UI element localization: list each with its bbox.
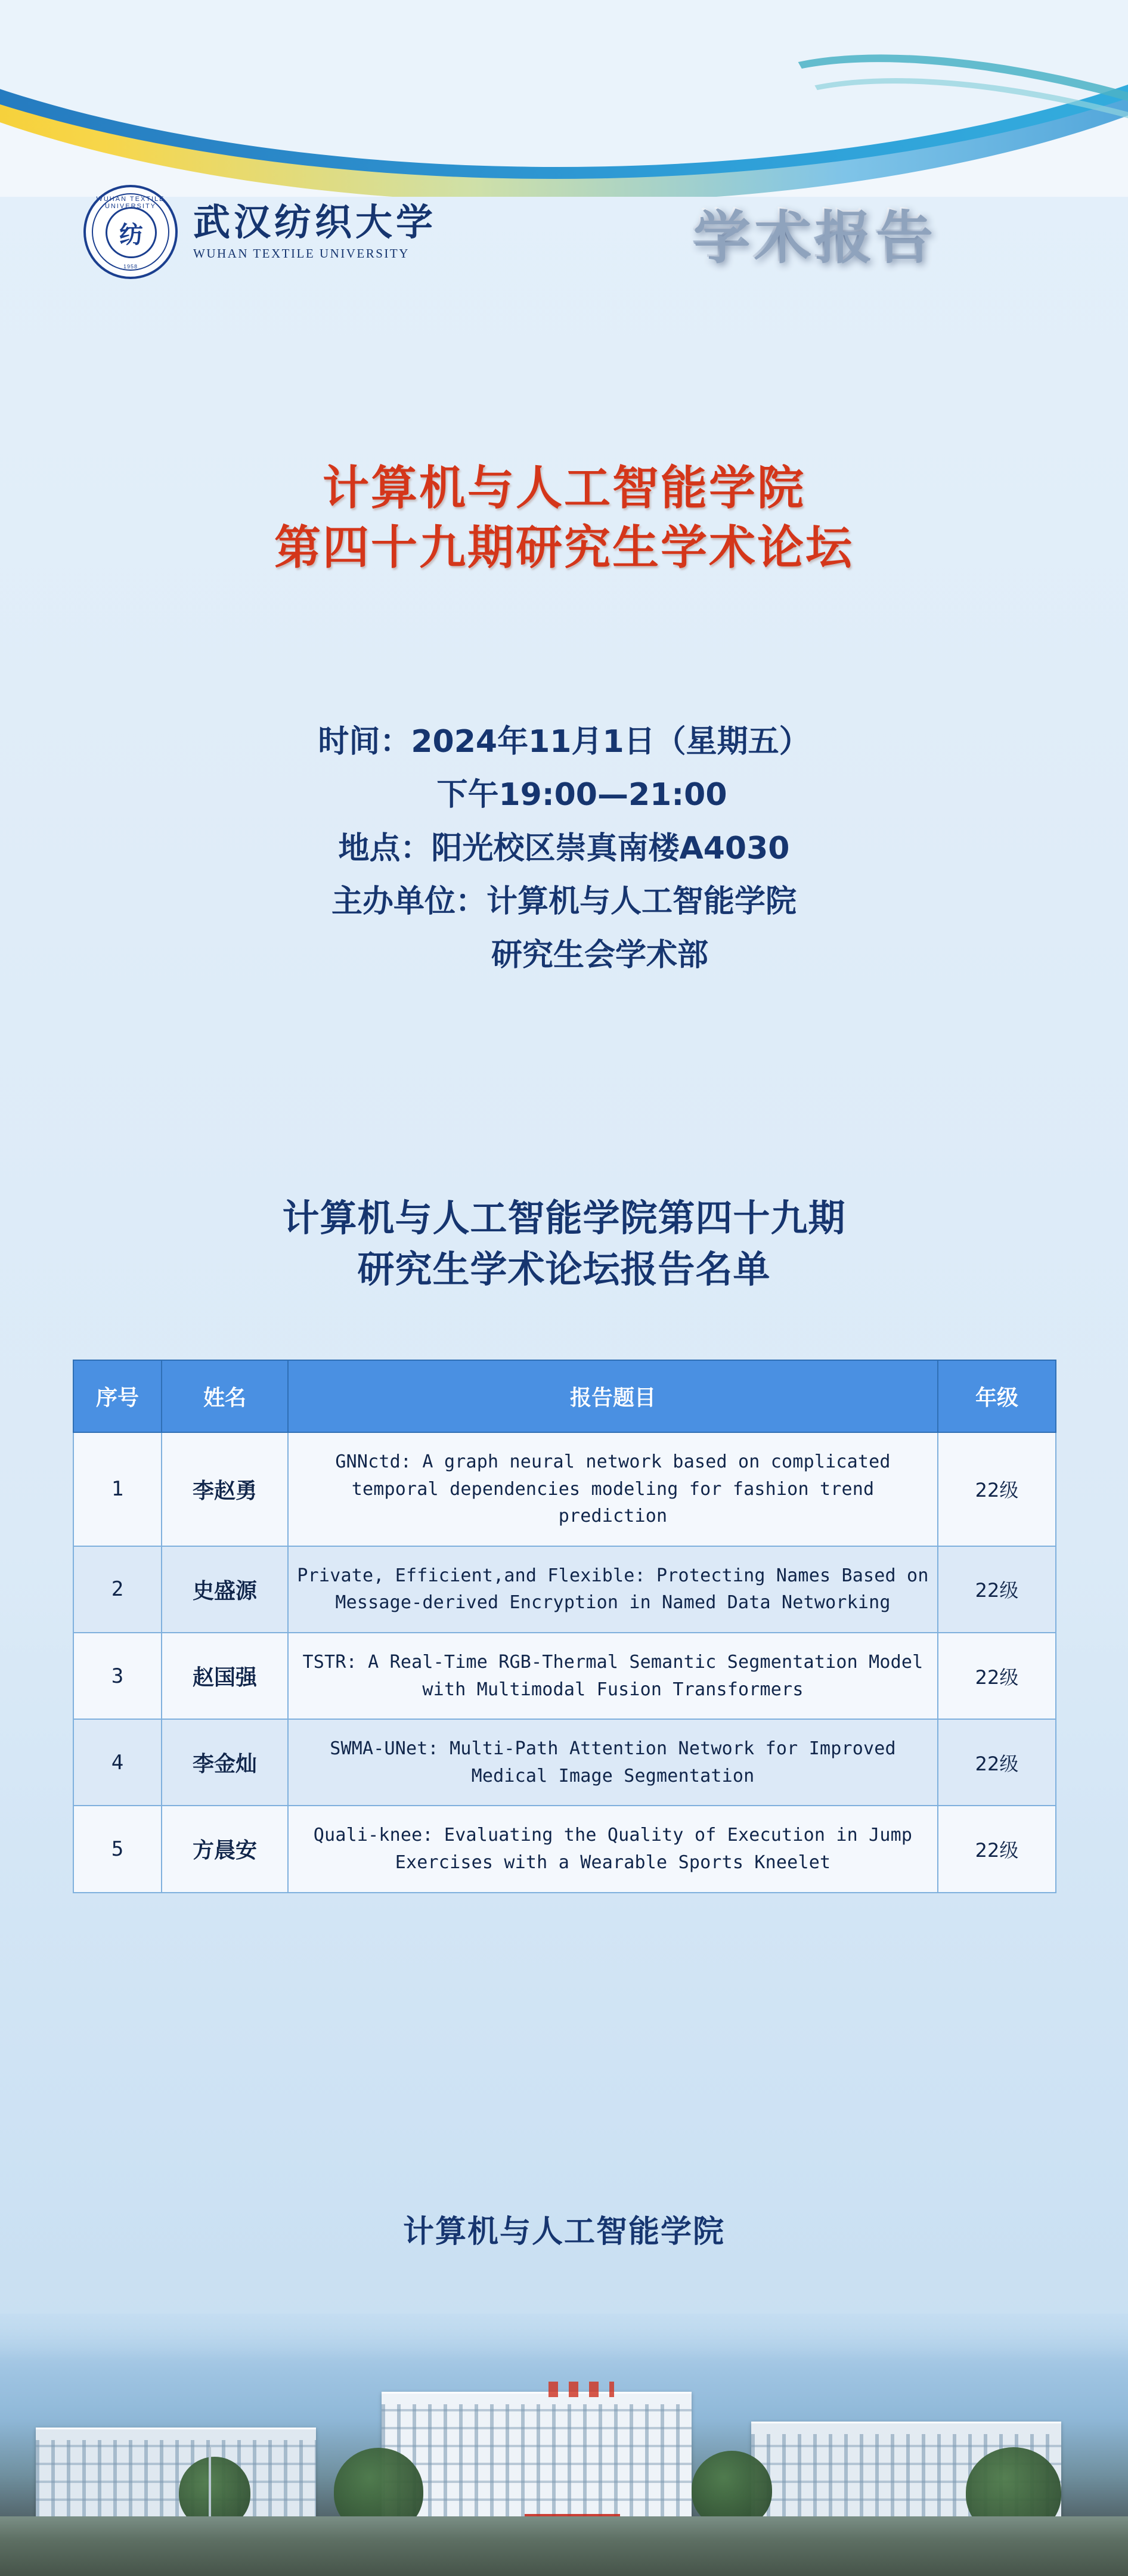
building-windows [36,2440,316,2519]
event-location: 地点：阳光校区崇真南楼A4030 [338,830,790,866]
event-info-block [0,716,1128,982]
flagpole [209,2447,211,2519]
column-header-index: 序号 [73,1360,162,1432]
table-row [73,1806,1056,1892]
table-row [73,1719,1056,1806]
cell-index: 2 [73,1546,162,1633]
event-time: 时间：2024年11月1日（星期五） [318,724,810,760]
building-windows [382,2404,692,2519]
page-title-line1: 计算机与人工智能学院 [322,462,805,515]
building-center [382,2392,692,2519]
university-seal-icon [83,185,178,279]
seal-bottom-text: 1958 [123,264,138,270]
event-organizer: 主办单位：计算机与人工智能学院 [331,884,797,920]
cell-name: 赵国强 [162,1633,288,1719]
cell-title: TSTR: A Real-Time RGB-Thermal Semantic Segmentation Model with Multimodal Fusion Transformers [288,1633,938,1719]
column-header-title: 报告题目 [288,1360,938,1432]
cell-grade: 22级 [938,1546,1056,1633]
cell-index: 4 [73,1719,162,1806]
table-row [73,1546,1056,1633]
cell-name: 史盛源 [162,1546,288,1633]
report-table [73,1360,1056,1893]
cell-title: GNNctd: A graph neural network based on complicated temporal dependencies modeling for fashion trend prediction [288,1432,938,1546]
report-list-heading [0,1193,1128,1295]
cell-grade: 22级 [938,1719,1056,1806]
campus-photo [0,2314,1128,2576]
cell-name: 方晨安 [162,1806,288,1892]
seal-top-text: WUHAN TEXTILE UNIVERSITY [96,196,165,210]
university-logo-group [83,185,436,279]
column-header-grade: 年级 [938,1360,1056,1432]
university-name-group [193,200,437,261]
cell-title: Quali-knee: Evaluating the Quality of Execution in Jump Exercises with a Wearable Sports Kneelet [288,1806,938,1892]
table-row [73,1432,1056,1546]
cell-name: 李金灿 [162,1719,288,1806]
cell-name: 李赵勇 [162,1432,288,1546]
footer-organization: 计算机与人工智能学院 [402,2214,725,2250]
cell-title: Private, Efficient,and Flexible: Protecting Names Based on Message-derived Encryption in Named Data Networking [288,1546,938,1633]
event-time-range: 下午19:00—21:00 [436,777,727,813]
report-list-heading-line2: 研究生学术论坛报告名单 [357,1247,771,1291]
building-left [36,2428,316,2519]
cell-grade: 22级 [938,1806,1056,1892]
report-table-container [73,1360,1055,1893]
cell-grade: 22级 [938,1432,1056,1546]
cell-index: 1 [73,1432,162,1546]
report-list-heading-line1: 计算机与人工智能学院第四十九期 [282,1196,846,1240]
cell-title: SWMA-UNet: Multi-Path Attention Network for Improved Medical Image Segmentation [288,1719,938,1806]
cell-grade: 22级 [938,1633,1056,1719]
cell-index: 5 [73,1806,162,1892]
academic-report-badge: 学术报告 [692,191,935,273]
page-title [0,459,1128,578]
table-header-row [73,1360,1056,1432]
event-organizer-sub: 研究生会学术部 [491,937,708,973]
table-row [73,1633,1056,1719]
column-header-name: 姓名 [162,1360,288,1432]
seal-center-glyph: 纺 [106,207,157,258]
cell-index: 3 [73,1633,162,1719]
university-name-en: WUHAN TEXTILE UNIVERSITY [193,246,410,261]
university-name-cn: 武汉纺织大学 [193,200,437,244]
page-title-line2: 第四十九期研究生学术论坛 [274,521,854,575]
ground-plaza [0,2516,1128,2576]
poster-header [0,179,1128,316]
red-banner-decoration [548,2382,614,2397]
